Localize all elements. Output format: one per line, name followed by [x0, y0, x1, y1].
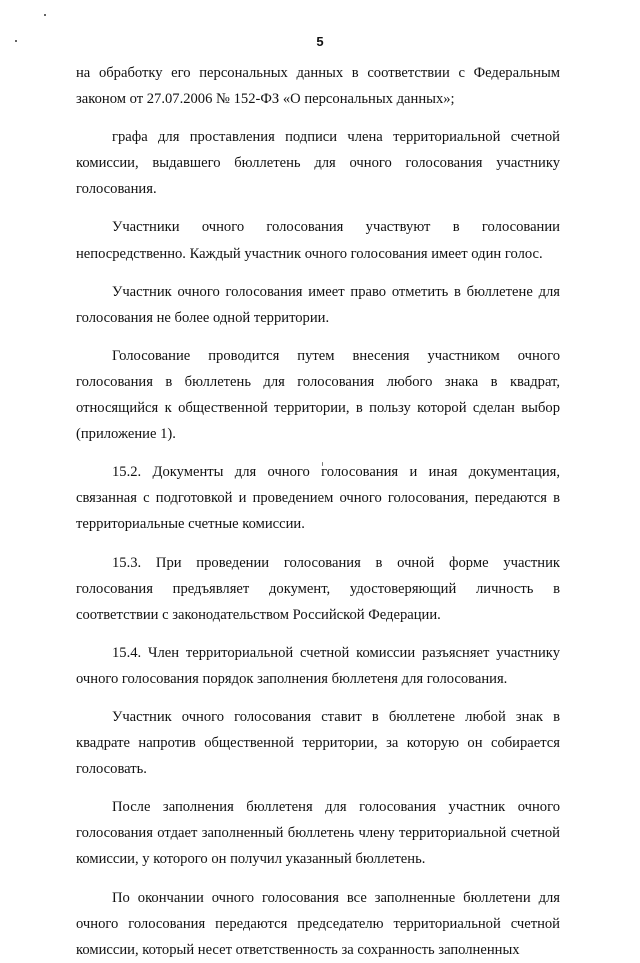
paragraph-11: По окончании очного голосования все заполненные бюллетени для очного голосования передаются председателю территориальной счетной комиссии, который несет ответственность за сохранность заполненных: [76, 889, 560, 958]
paragraph-8: 15.4. Член территориальной счетной комиссии разъясняет участнику очного голосования порядок заполнения бюллетеня для голосования.: [76, 644, 560, 687]
paragraph-7: 15.3. При проведении голосования в очной форме участник голосования предъявляет документ, удостоверяющий личность в соответствии с законодательством Российской Федерации.: [76, 554, 560, 623]
paragraph-1: на обработку его персональных данных в соответствии с Федеральным законом от 27.07.2006 № 152-ФЗ «О персональных данных»;: [76, 65, 560, 108]
paragraph-6: 15.2. Документы для очного голосования и иная документация, связанная с подготовкой и проведением очного голосования, передаются в территориальные счетные комиссии.: [76, 464, 560, 533]
paragraph-9: Участник очного голосования ставит в бюллетене любой знак в квадрате напротив общественной территории, за которую он собирается голосовать.: [76, 708, 560, 778]
paragraph-10: После заполнения бюллетеня для голосования участник очного голосования отдает заполненный бюллетень члену территориальной счетной комиссии, у которого он получил указанный бюллетень.: [76, 799, 560, 868]
scan-speck: [44, 14, 46, 16]
paragraph-2: графа для проставления подписи члена территориальной счетной комиссии, выдавшего бюллетень для очного голосования участнику голосования.: [76, 129, 560, 198]
paragraph-3: Участники очного голосования участвуют в голосовании непосредственно. Каждый участник очного голосования имеет один голос.: [76, 219, 560, 262]
document-body: [76, 60, 560, 963]
paragraph-4: Участник очного голосования имеет право отметить в бюллетене для голосования не более одной территории.: [76, 283, 560, 326]
paragraph-5: Голосование проводится путем внесения участником очного голосования в бюллетень для голосования любого знака в квадрат, относящийся к общественной территории, в пользу которой сделан выбор (приложение 1).: [76, 347, 560, 443]
page-number: 5: [316, 34, 324, 49]
